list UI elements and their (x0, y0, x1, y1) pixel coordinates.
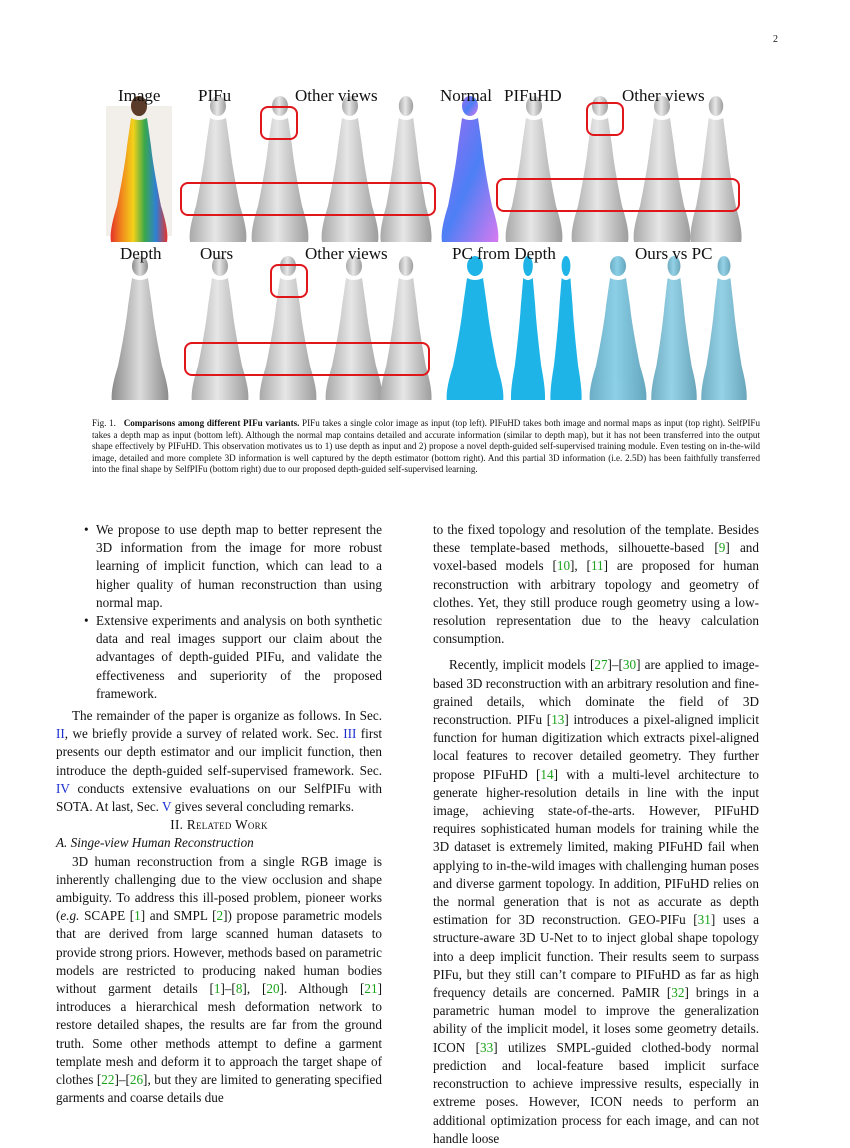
page-number: 2 (773, 34, 778, 45)
ours-meshes (192, 256, 432, 400)
paragraph-organization: The remainder of the paper is organize as follows. In Sec. II, we briefly provide a survey of related work. Sec. III first presents our depth estimator and our implicit function, then introduce the depth-guided self-supervised framework. Sec. IV conducts extensive evaluations on our SelfPIFu with SOTA. At last, Sec. V gives several concluding remarks. (56, 708, 383, 815)
depth-map-figure (112, 256, 169, 400)
label-pc-from-depth: PC from Depth (452, 244, 556, 263)
figure-caption (92, 418, 760, 476)
bullet-item: • Extensive experiments and analysis on both synthetic data and real images support our claim about the advantages of depth-guided PIFu, and validate the effectiveness and superiority of the proposed framework. (96, 612, 382, 703)
citation-link[interactable]: 32 (671, 985, 685, 1001)
citation-link[interactable]: 14 (540, 766, 554, 782)
citation-link[interactable]: 22 (101, 1072, 115, 1088)
label-pifuhd: PIFuHD (504, 86, 562, 105)
label-image: Image (118, 86, 161, 105)
label-normal: Normal (440, 86, 492, 105)
citation-link[interactable]: 8 (235, 981, 243, 997)
citation-link[interactable]: 1 (134, 908, 141, 924)
highlight-box-ours-skirt (184, 342, 430, 376)
citation-link[interactable]: 27 (594, 657, 608, 673)
figure-1 (100, 78, 754, 400)
citation-link[interactable]: 30 (622, 657, 637, 673)
label-ours: Ours (200, 244, 234, 263)
citation-link[interactable]: 10 (556, 558, 571, 574)
ours-vs-pc-figures (590, 256, 747, 400)
normal-map-figure (442, 96, 499, 242)
section-link[interactable]: II (56, 726, 65, 742)
citation-link[interactable]: 1 (213, 981, 221, 997)
bullet-item: • We propose to use depth map to better represent the 3D information from the image for more robust learning of implicit function, which can lead to a higher quality of human reconstruction than using normal map. (96, 521, 382, 612)
section-link[interactable]: III (343, 726, 357, 742)
pifu-meshes (190, 96, 432, 242)
contribution-list (56, 521, 382, 703)
subsection-heading: A. Singe-view Human Reconstruction (56, 835, 254, 851)
citation-link[interactable]: 31 (697, 912, 711, 928)
highlight-box-pifu-skirt (180, 182, 436, 216)
label-other-views-1: Other views (295, 86, 378, 105)
citation-link[interactable]: 21 (364, 981, 378, 997)
section-link[interactable]: IV (56, 780, 70, 796)
paragraph-implicit-models: Recently, implicit models [27]–[30] are applied to image-based 3D reconstruction with an arbitrary resolution and fine-grained details, which dominate the field of 3D reconstruction. PIFu [13] introduces a pixel-aligned implicit function for human digitization which extracts pixel-aligned local features to recover detailed geometry. They further propose PIFuHD [14] with a multi-level architecture to generate higher-resolution details in line with the input image, achieving state-of-the-arts. However, PIFuHD requires sophisticated human models for training while the 3D dataset is extremely limited, making PIFuHD fail when applying to in-the-wild images with challenging human poses and diverse garment topology. In addition, PIFuHD relies on the normal generation that is not as accurate as depth estimation for 3D reconstruction. GEO-PIFu [31] uses a structure-aware 3D U-Net to to inject global shape topology into a deep implicit function. Their results seem to surpass PIFu, but they still can’t compare to PIFuHD as far as high frequency details are concerned. PaMIR [32] brings in a parametric human model to improve the generalization ability of the implicit model, it loses some geometry details. ICON [33] utilizes SMPL-guided clothed-body normal prediction and local-feature based implicit surface reconstruction to achieve impressive results, especially in extreme poses. However, ICON needs to perform an additional optimization process for each image, and can not handle loose (433, 657, 760, 1146)
paragraph-template-methods: to the fixed topology and resolution of the template. Besides these template-based methods, silhouette-based [9] and voxel-based models [10], [11] are proposed for human reconstruction with arbitrary topology and geometry of clothes. Yet, they still produce rough geometry using a low-resolution representation due to the heavy calculation consumption. (433, 522, 760, 647)
citation-link[interactable]: 20 (266, 981, 280, 997)
citation-link[interactable]: 2 (216, 908, 224, 924)
label-ours-vs-pc: Ours vs PC (635, 244, 713, 263)
point-cloud-figures (447, 256, 582, 400)
right-column (433, 521, 759, 1148)
citation-link[interactable]: 26 (129, 1072, 144, 1088)
label-depth: Depth (120, 244, 162, 263)
paragraph-single-view: 3D human reconstruction from a single RGB image is inherently challenging due to the view occlusion and shape ambiguity. To address this ill-posed problem, pioneer works (e.g. SCAPE [1] and SMPL [2]) propose parametric models that are derived from large scanned human datasets to provide strong priors. However, methods based on parametric models are restricted to producing naked human bodies without garment details [1]–[8], [20]. Although [21] introduces a hierarchical mesh deformation network to restore detailed shapes, the results are far from the ground truth. Some other methods attempt to define a garment template mesh and deform it to approach the target shape of clothes [22]–[26], but they are limited to generating specified garments and coarse details due (56, 853, 382, 1106)
label-other-views-2: Other views (622, 86, 705, 105)
caption-text: PIFu takes a single color image as input (top left). PIFuHD takes both image and normal maps as input (top right). SelfPIFu takes a depth map as input (bottom left). Although the normal map contains detailed and accurate information (similar to depth map), but it has not been transferred into the output shape effectively by PIFuHD. This observation motivates us to 1) use depth as input and 2) propose a novel depth-guided self-supervised training module. Even testing on in-the-wild image, detailed and more complete 3D information is well captured by the depth estimator (bottom right). And this partial 3D information (i.e. 2.5D) has been faithfully transferred into the final shape by SelfPIFu (bottom right) due to our proposed depth-guided self-supervised learning. (92, 418, 760, 475)
section-link[interactable]: V (162, 799, 172, 815)
left-column (56, 521, 382, 1108)
citation-link[interactable]: 9 (718, 540, 726, 556)
highlight-box-pifuhd-head (586, 102, 624, 136)
citation-link[interactable]: 13 (551, 712, 565, 728)
highlight-box-pifu-head (260, 106, 298, 140)
citation-link[interactable]: 33 (480, 1039, 494, 1055)
section-heading: II. Related Work (170, 817, 268, 833)
caption-prefix: Fig. 1. (92, 418, 116, 428)
caption-title: Comparisons among different PIFu variants. (123, 418, 300, 428)
highlight-box-ours-head (270, 264, 308, 298)
label-pifu: PIFu (198, 86, 232, 105)
citation-link[interactable]: 11 (590, 558, 604, 574)
highlight-box-pifuhd-skirt (496, 178, 740, 212)
label-other-views-3: Other views (305, 244, 388, 263)
